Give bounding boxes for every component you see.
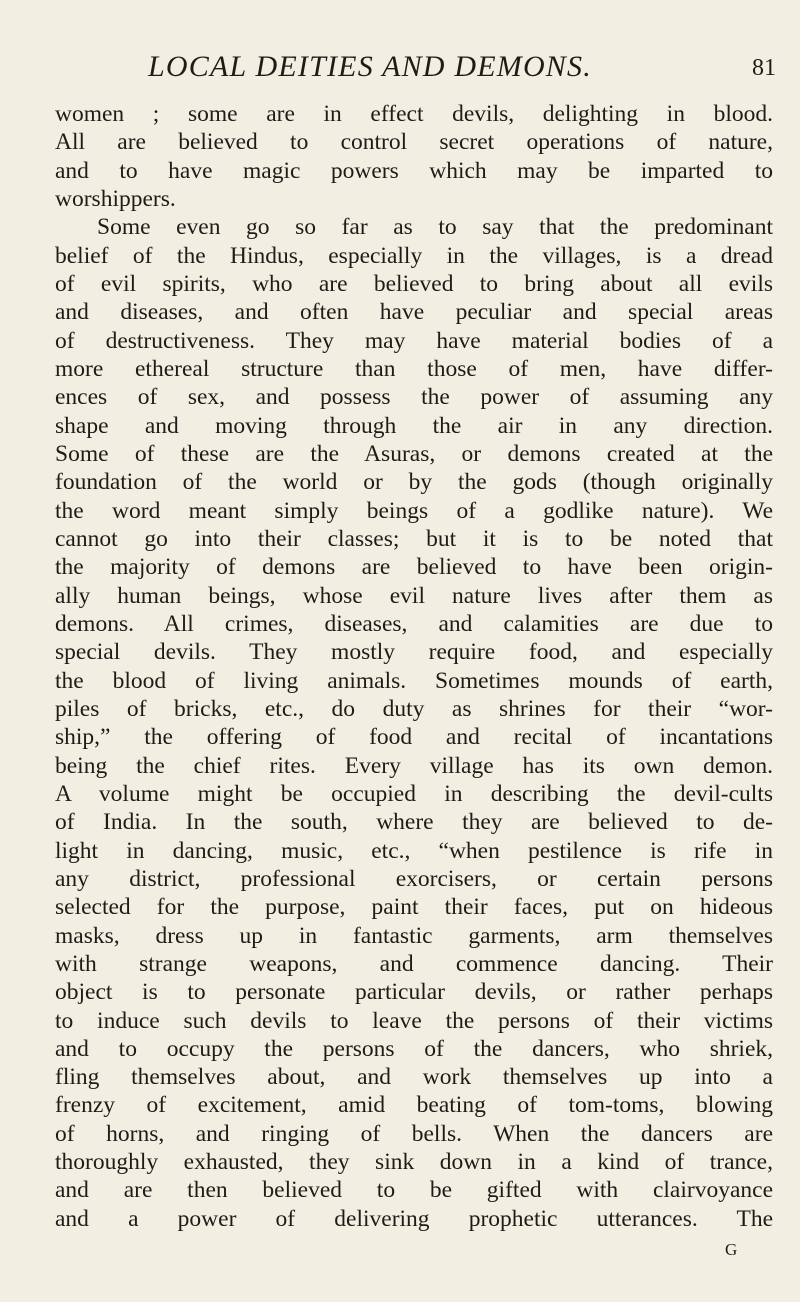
text-line: selected for the purpose, paint their faces, put on hideous [55, 894, 773, 921]
body-text [55, 100, 773, 1233]
text-line: of evil spirits, who are believed to bring about all evils [55, 270, 773, 297]
text-line: ship,” the offering of food and recital of incantations [55, 724, 773, 751]
text-line: any district, professional exorcisers, or certain persons [55, 865, 773, 892]
text-line: cannot go into their classes; but it is to be noted that [55, 525, 773, 552]
running-title: LOCAL DEITIES AND DEMONS. [148, 50, 592, 83]
text-line: to induce such devils to leave the persons of their victims [55, 1007, 773, 1034]
text-line: fling themselves about, and work themselves up into a [55, 1064, 773, 1091]
text-line: special devils. They mostly require food, and especially [55, 639, 773, 666]
text-line: of destructiveness. They may have material bodies of a [55, 327, 773, 354]
text-line: the majority of demons are believed to have been origin- [55, 554, 773, 581]
text-line: with strange weapons, and commence dancing. Their [55, 950, 773, 977]
text-line: demons. All crimes, diseases, and calamities are due to [55, 610, 773, 637]
text-line: worshippers. [55, 185, 176, 212]
text-line: Some even go so far as to say that the predominant [97, 214, 773, 241]
text-line: piles of bricks, etc., do duty as shrines for their “wor- [55, 695, 773, 722]
text-line: thoroughly exhausted, they sink down in a kind of trance, [55, 1149, 773, 1176]
text-line: more ethereal structure than those of men, have differ- [55, 355, 773, 382]
text-line: the blood of living animals. Sometimes mounds of earth, [55, 667, 773, 694]
page-number: 81 [752, 55, 776, 81]
text-line: foundation of the world or by the gods (though originally [55, 469, 773, 496]
text-line: ences of sex, and possess the power of assuming any [55, 384, 773, 411]
text-line: Some of these are the Asuras, or demons created at the [55, 440, 773, 467]
text-line: ally human beings, whose evil nature lives after them as [55, 582, 773, 609]
text-line: and are then believed to be gifted with clairvoyance [55, 1177, 773, 1204]
text-line: the word meant simply beings of a godlike nature). We [55, 497, 773, 524]
text-line: and diseases, and often have peculiar and special areas [55, 299, 773, 326]
text-line: and to occupy the persons of the dancers, who shriek, [55, 1035, 773, 1062]
text-line: A volume might be occupied in describing the devil-cults [55, 780, 773, 807]
text-line: being the chief rites. Every village has its own demon. [55, 752, 773, 779]
text-line: of India. In the south, where they are believed to de- [55, 809, 773, 836]
text-line: masks, dress up in fantastic garments, arm themselves [55, 922, 773, 949]
text-line: object is to personate particular devils, or rather perhaps [55, 979, 773, 1006]
text-line: women ; some are in effect devils, delighting in blood. [55, 101, 773, 127]
text-line: of horns, and ringing of bells. When the dancers are [55, 1120, 773, 1147]
text-line: All are believed to control secret operations of nature, [55, 129, 773, 156]
text-line: belief of the Hindus, especially in the villages, is a dread [55, 242, 773, 269]
signature-mark: G [725, 1240, 738, 1259]
text-line: shape and moving through the air in any direction. [55, 412, 773, 439]
text-line: frenzy of excitement, amid beating of tom-toms, blowing [55, 1092, 773, 1119]
text-line: and a power of delivering prophetic utterances. The [55, 1205, 773, 1232]
text-line: light in dancing, music, etc., “when pestilence is rife in [55, 837, 773, 864]
text-line: and to have magic powers which may be imparted to [55, 157, 773, 184]
